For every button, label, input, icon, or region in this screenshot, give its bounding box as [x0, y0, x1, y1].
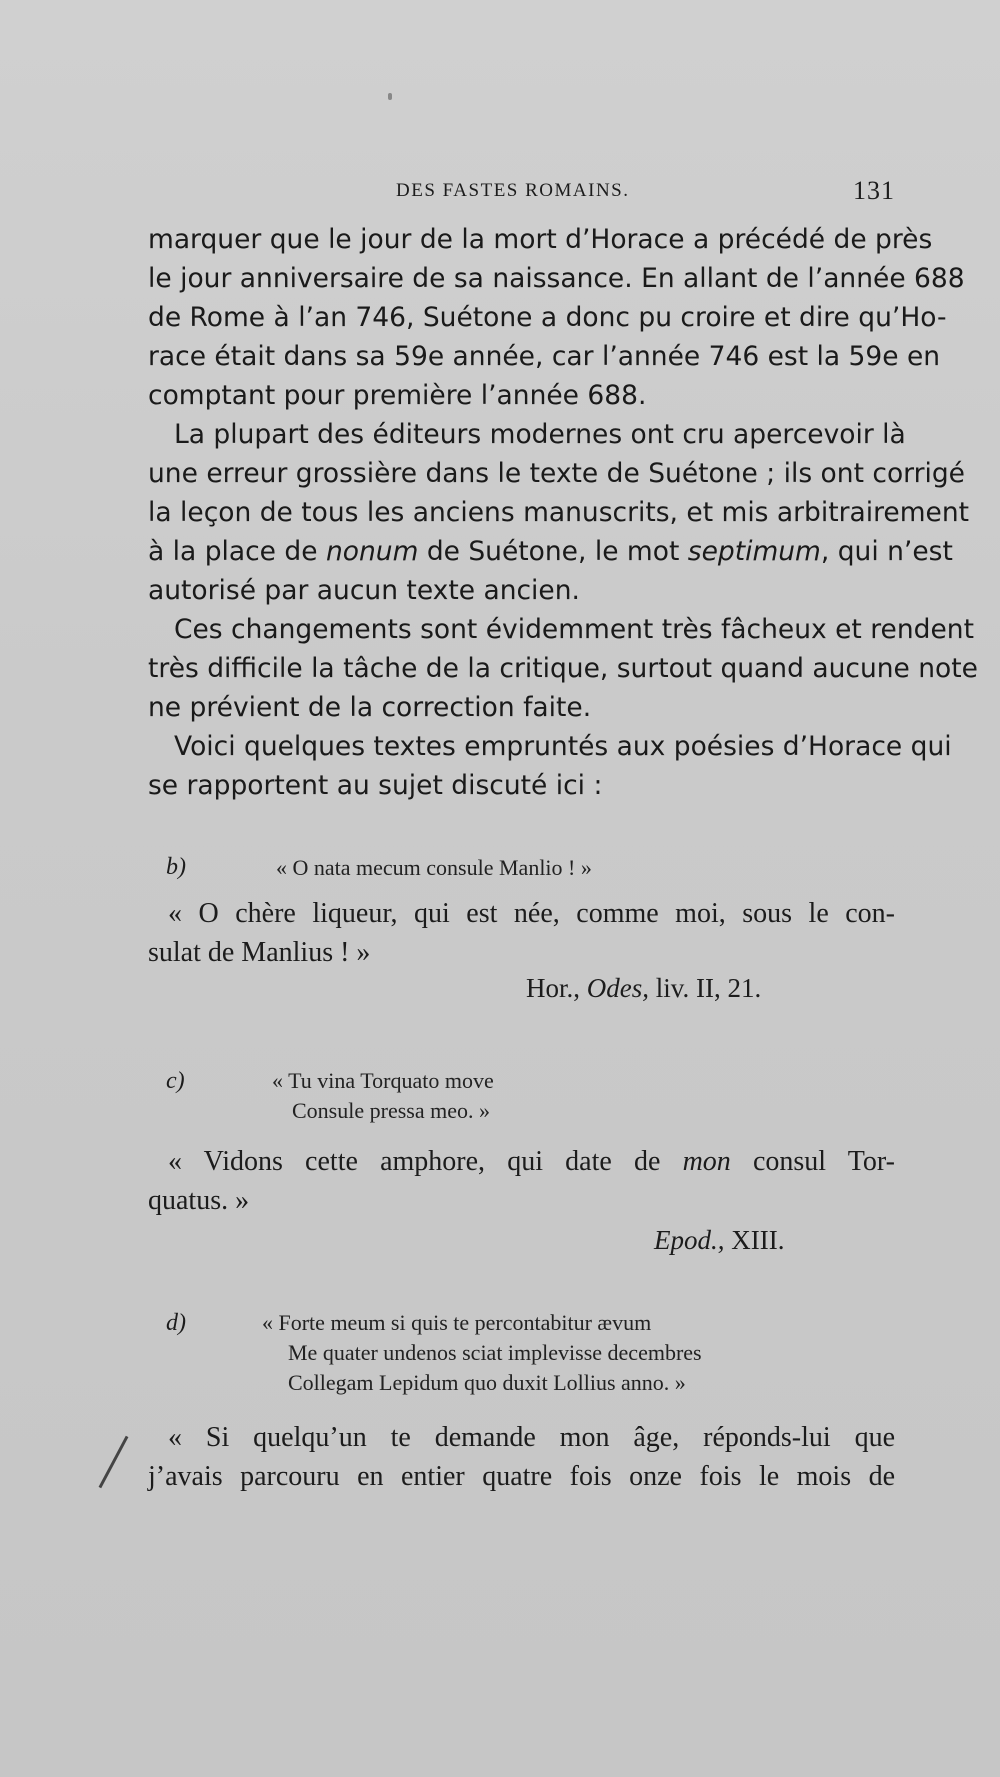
- latin-word-septimum: septimum: [687, 536, 821, 567]
- citation-author: Hor.,: [526, 973, 587, 1003]
- quote-b-translation: [148, 894, 895, 972]
- text-segment: , qui n’est: [820, 536, 953, 567]
- translation-line: j’avais parcouru en entier quatre fois onze fois le mois de: [148, 1461, 895, 1492]
- translation-line: quatus. »: [148, 1185, 250, 1216]
- text-line: ne prévient de la correction faite.: [148, 692, 592, 723]
- text-line: race était dans sa 59e année, car l’année 746 est la 59e en: [148, 341, 941, 372]
- text-line: le jour anniversaire de sa naissance. En allant de l’année 688: [148, 263, 965, 294]
- quote-b-latin: [276, 853, 592, 883]
- latin-verse-line: « Forte meum si quis te percontabitur ævum: [262, 1310, 652, 1335]
- text-line: de Rome à l’an 746, Suétone a donc pu croire et dire qu’Ho-: [148, 302, 947, 333]
- latin-verse-line: « Tu vina Torquato move: [272, 1068, 494, 1093]
- text-line: La plupart des éditeurs modernes ont cru apercevoir là: [174, 419, 906, 450]
- latin-verse-line: Collegam Lepidum quo duxit Lollius anno. »: [288, 1370, 686, 1395]
- quote-d-latin: [262, 1308, 702, 1398]
- translation-line: sulat de Manlius ! »: [148, 937, 371, 968]
- pencil-margin-mark: [99, 1436, 129, 1489]
- quote-d-translation: [148, 1418, 895, 1496]
- text-line: comptant pour première l’année 688.: [148, 380, 647, 411]
- latin-verse-line: « O nata mecum consule Manlio ! »: [276, 855, 592, 880]
- quote-c-label: c): [166, 1068, 185, 1094]
- quote-d-label: d): [166, 1310, 186, 1336]
- paragraph-1: [148, 220, 965, 415]
- running-title: DES FASTES ROMAINS.: [396, 180, 630, 201]
- citation-work: Epod.,: [654, 1225, 725, 1255]
- text-line: Ces changements sont évidemment très fâcheux et rendent: [174, 614, 974, 645]
- paragraph-3: [148, 610, 978, 727]
- paragraph-4: [148, 727, 952, 805]
- latin-verse-line: Consule pressa meo. »: [292, 1098, 490, 1123]
- text-line: très difficile la tâche de la critique, surtout quand aucune note: [148, 653, 978, 684]
- text-segment: à la place de: [148, 536, 326, 567]
- citation-work: Odes,: [586, 973, 649, 1003]
- quote-c-translation: [148, 1142, 895, 1220]
- page-speck: [388, 93, 392, 100]
- text-line: une erreur grossière dans le texte de Suétone ; ils ont corrigé: [148, 458, 965, 489]
- citation-ref: liv. II, 21.: [649, 973, 762, 1003]
- paragraph-2: [148, 415, 970, 610]
- text-line: Voici quelques textes empruntés aux poésies d’Horace qui: [174, 731, 952, 762]
- text-segment: consul Tor-: [730, 1146, 895, 1177]
- text-line: la leçon de tous les anciens manuscrits, et mis arbitrairement: [148, 497, 970, 528]
- emphasis-mon: mon: [682, 1146, 731, 1177]
- translation-line: « O chère liqueur, qui est née, comme moi, sous le con-: [168, 898, 895, 929]
- page-number: 131: [853, 176, 895, 205]
- latin-word-nonum: nonum: [325, 536, 419, 567]
- text-segment: de Suétone, le mot: [418, 536, 688, 567]
- text-line: marquer que le jour de la mort d’Horace a précédé de près: [148, 224, 933, 255]
- quote-b-citation: [526, 973, 761, 1004]
- citation-ref: XIII.: [724, 1225, 785, 1255]
- quote-c-citation: [654, 1225, 784, 1256]
- quote-c-latin: [272, 1066, 494, 1126]
- latin-verse-line: Me quater undenos sciat implevisse decembres: [288, 1340, 702, 1365]
- text-segment: « Vidons cette amphore, qui date de: [168, 1146, 683, 1177]
- translation-line: [148, 1142, 895, 1181]
- text-line: se rapportent au sujet discuté ici :: [148, 770, 603, 801]
- body-text: [148, 220, 978, 805]
- quote-b-label: b): [166, 854, 186, 880]
- text-line: autorisé par aucun texte ancien.: [148, 575, 580, 606]
- text-line: [148, 532, 953, 571]
- translation-line: « Si quelqu’un te demande mon âge, réponds-lui que: [168, 1422, 895, 1453]
